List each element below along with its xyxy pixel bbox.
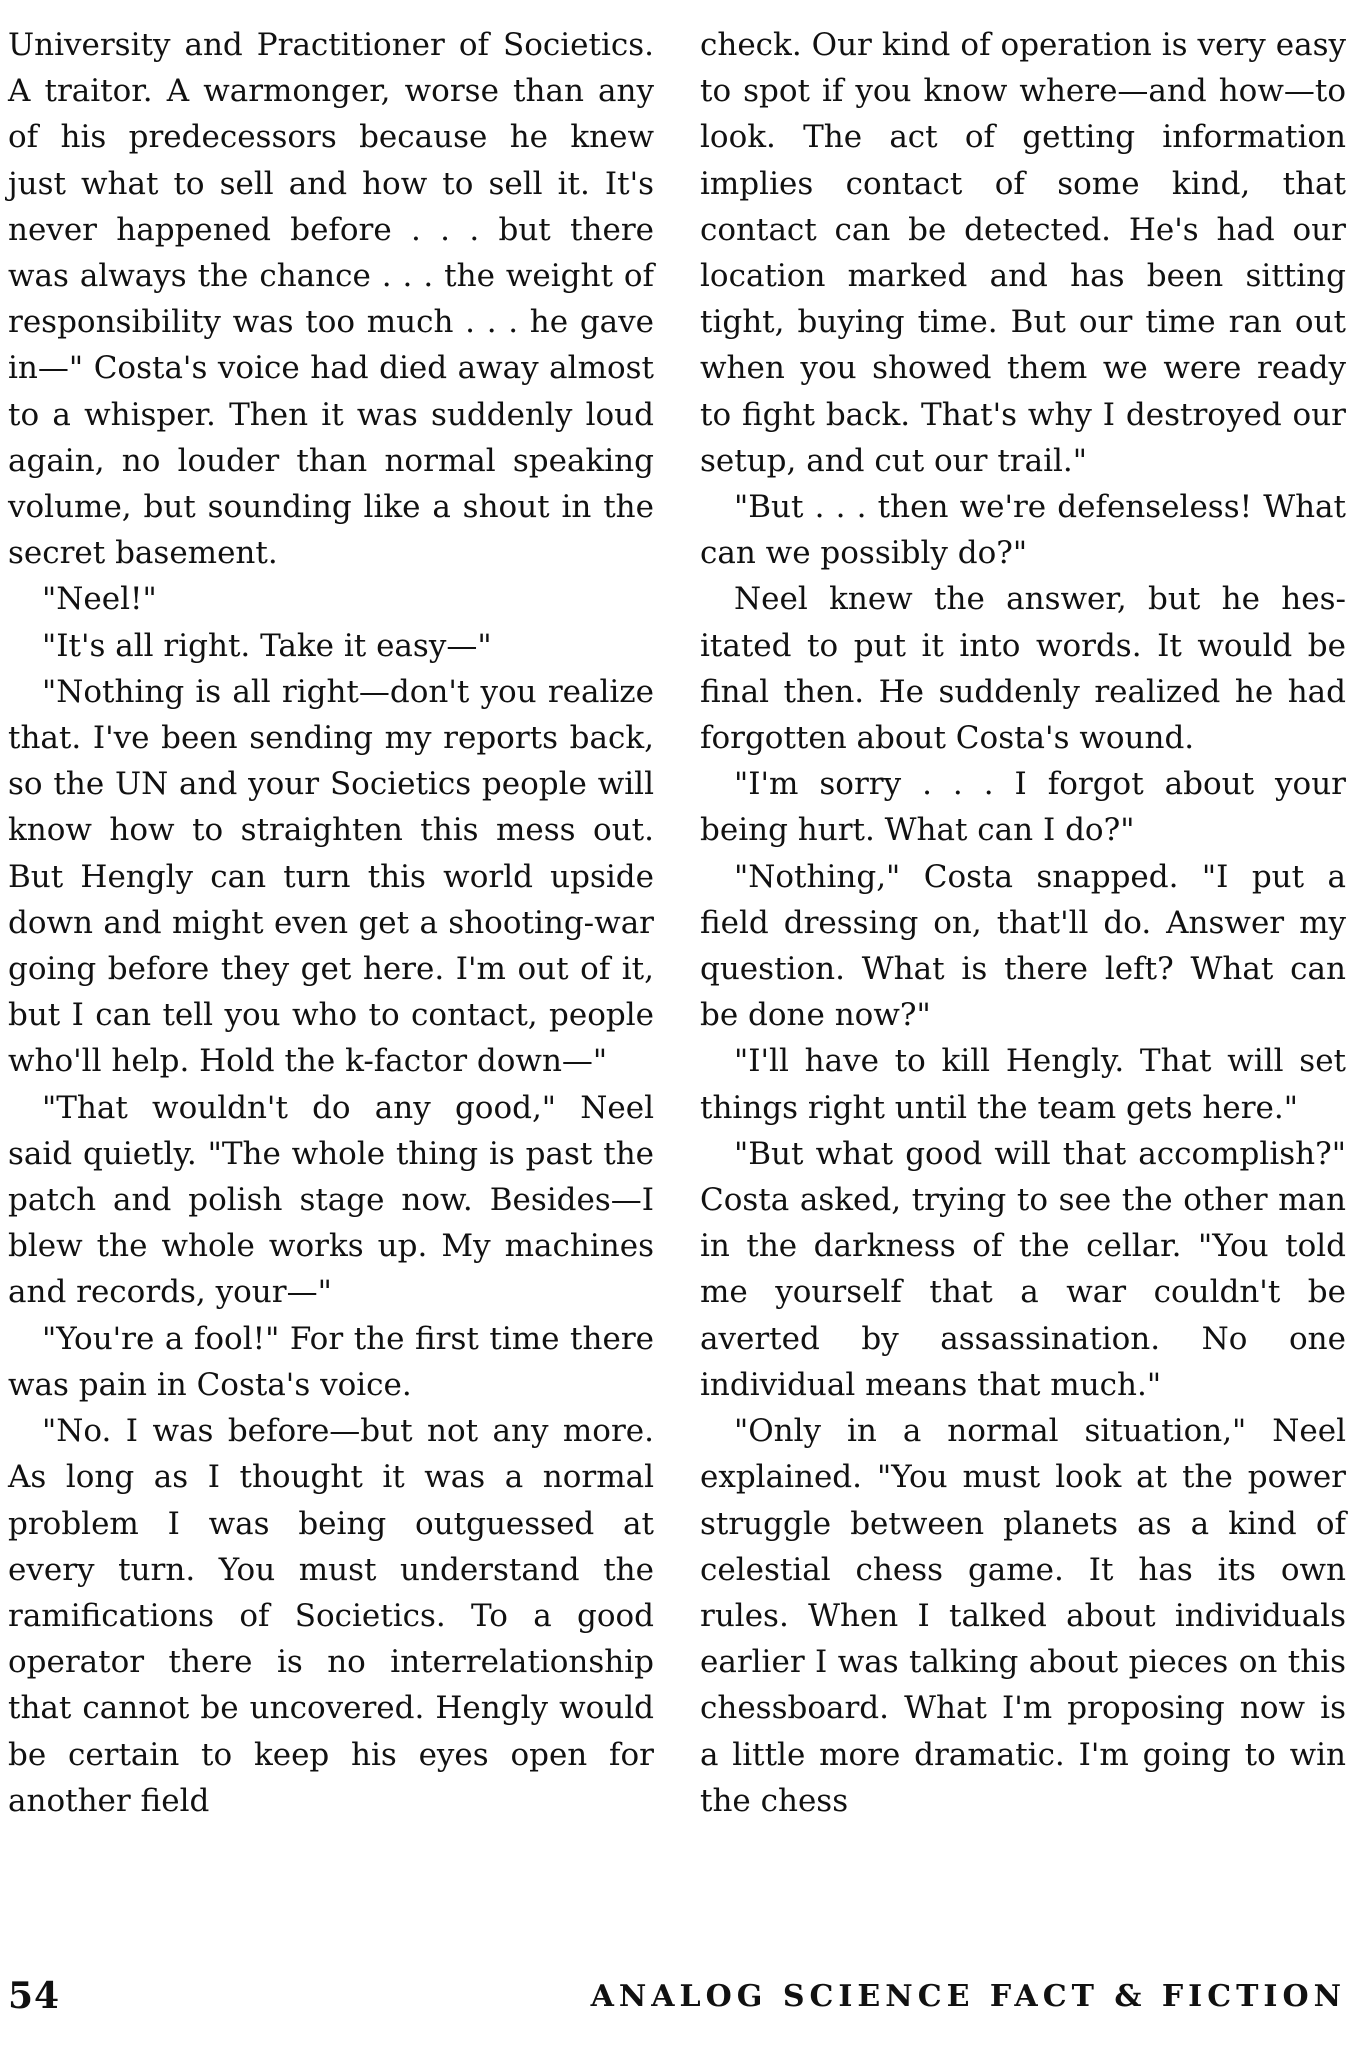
paragraph: "Neel!" [42,581,157,618]
paragraph: "It's all right. Take it easy—" [42,627,492,664]
paragraph: University and Practitioner of Societics. A traitor. A warmonger, worse than any of his predecessors because he knew just what to sell and how to sell it. It's never happened before . . . but there was always the chance . . . the weight of responsibility was too much . . . he gave in—" Costa's voice had died away almost to a whisper. Then it was suddenly loud again, no louder than normal speaking volume, but sounding like a shout in the secret basement. [8,27,654,572]
left-text-column [8,22,654,1824]
paragraph: "Nothing is all right—don't you realize that. I've been sending my reports back, so the UN and your Societics people will know how to straighten this mess out. But Hengly can turn this world upside down and might even get a shooting-war going before they get here. I'm out of it, but I can tell you who to contact, people who'll help. Hold the k-factor down—" [8,673,654,1080]
right-text-column [700,22,1346,1824]
paragraph: "I'll have to kill Hengly. That will set things right until the team gets here." [700,1043,1346,1126]
page-number: 54 [8,1975,61,2017]
paragraph: "That wouldn't do any good," Neel said quietly. "The whole thing is past the patch and polish stage now. Besides—I blew the whole works up. My machines and records, your—" [8,1089,654,1311]
paragraph: "Only in a normal situation," Neel explained. "You must look at the power struggle between planets as a kind of celestial chess game. It has its own rules. When I talked about individuals earlier I was talking about pieces on this chessboard. What I'm proposing now is a little more dramatic. I'm going to win the chess [700,1413,1346,1819]
paragraph: "No. I was before—but not any more. As long as I thought it was a normal problem I was being outguessed at every turn. You must understand the ramifications of Societics. To a good operator there is no interrelationship that cannot be uncovered. Hengly would be certain to keep his eyes open for another field [8,1413,654,1819]
paragraph: Neel knew the answer, but he hesitated to put it into words. It would be final then. He suddenly realized he had forgotten about Costa's wound. [700,581,1346,757]
paragraph: "You're a fool!" For the first time there was pain in Costa's voice. [8,1320,654,1403]
running-title: ANALOG SCIENCE FACT & FICTION [590,1979,1346,2014]
paragraph: "I'm sorry . . . I forgot about your being hurt. What can I do?" [700,766,1346,849]
paragraph: "But what good will that accomplish?" Costa asked, trying to see the other man in the darkness of the cellar. "You told me yourself that a war couldn't be averted by assassination. No one individual means that much." [700,1135,1346,1403]
page-footer [8,1975,1346,2025]
paragraph: "But . . . then we're defenseless! What can we possibly do?" [700,489,1346,572]
paragraph: check. Our kind of operation is very easy to spot if you know where—and how—to look. The act of getting information implies contact of some kind, that contact can be detected. He's had our location marked and has been sitting tight, buying time. But our time ran out when you showed them we were ready to fight back. That's why I destroyed our setup, and cut our trail." [700,27,1346,479]
paragraph: "Nothing," Costa snapped. "I put a field dressing on, that'll do. Answer my question. What is there left? What can be done now?" [700,858,1346,1034]
